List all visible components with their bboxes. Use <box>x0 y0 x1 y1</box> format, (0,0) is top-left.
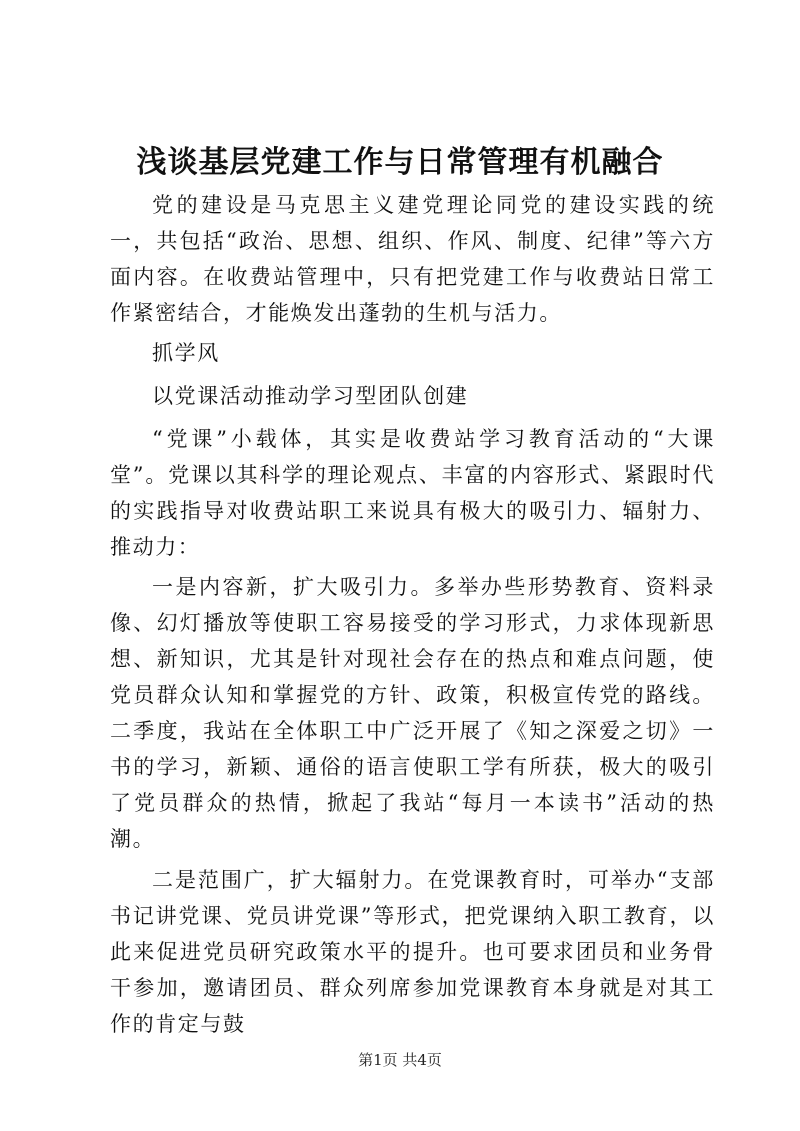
document-title: 浅谈基层党建工作与日常管理有机融合 <box>136 145 664 180</box>
paragraph-point-one: 一是内容新，扩大吸引力。多举办些形势教育、资料录像、幻灯播放等使职工容易接受的学习形式，力求体现新思想、新知识，尤其是针对现社会存在的热点和难点问题，使党员群众认知和掌握党的方针、政策，积极宣传党的路线。二季度，我站在全体职工中广泛开展了《知之深爱之切》一书的学习，新颖、通俗的语言使职工学有所获，极大的吸引了党员群众的热情，掀起了我站“每月一本读书”活动的热潮。 <box>110 575 715 852</box>
subsection-heading: 以党课活动推动学习型团队创建 <box>152 384 469 409</box>
paragraph-party-class: “党课”小载体，其实是收费站学习教育活动的“大课堂”。党课以其科学的理论观点、丰富的内容形式、紧跟时代的实践指导对收费站职工来说具有极大的吸引力、辐射力、推动力： <box>110 427 715 560</box>
document-body <box>110 187 715 1046</box>
section-heading: 抓学风 <box>152 341 220 366</box>
page-number-footer: 第1页 共4页 <box>358 1051 442 1069</box>
paragraph-point-two: 二是范围广，扩大辐射力。在党课教育时，可举办“支部书记讲党课、党员讲党课”等形式，把党课纳入职工教育，以此来促进党员研究政策水平的提升。也可要求团员和业务骨干参加，邀请团员、群众列席参加党课教育本身就是对其工作的肯定与鼓 <box>110 867 715 1036</box>
paragraph-intro: 党的建设是马克思主义建党理论同党的建设实践的统一，共包括“政治、思想、组织、作风、制度、纪律”等六方面内容。在收费站管理中，只有把党建工作与收费站日常工作紧密结合，才能焕发出蓬勃的生机与活力。 <box>110 193 715 325</box>
